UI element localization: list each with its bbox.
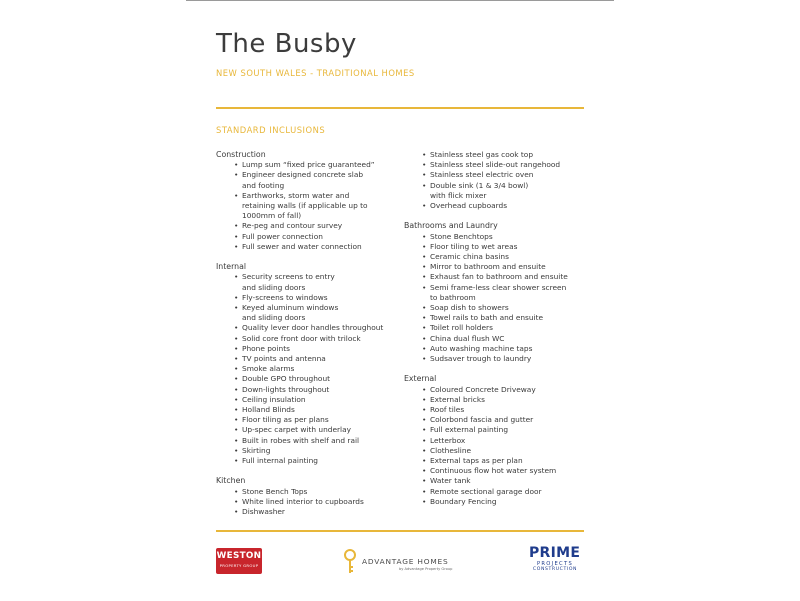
- prime-logo-sub1: PROJECTS: [536, 561, 574, 567]
- group-title: Kitchen: [216, 476, 246, 486]
- inclusion-item: • External bricks: [422, 395, 584, 405]
- inclusion-item: • Dishwasher: [234, 507, 396, 517]
- inclusion-item: • Remote sectional garage door: [422, 487, 584, 497]
- group-title: Bathrooms and Laundry: [404, 221, 498, 231]
- inclusion-item: • Full power connection: [234, 232, 396, 242]
- inclusion-item: • Stainless steel electric oven: [422, 170, 584, 180]
- weston-logo: [216, 548, 262, 574]
- inclusion-item: and sliding doors: [242, 282, 306, 292]
- inclusion-item: • Quality lever door handles throughout: [234, 323, 396, 333]
- advantage-logo-name: ADVANTAGE HOMES: [362, 557, 449, 566]
- left-column: [216, 150, 396, 527]
- inclusion-item: • Auto washing machine taps: [422, 344, 584, 354]
- page-subtitle: NEW SOUTH WALES - TRADITIONAL HOMES: [216, 68, 415, 78]
- prime-logo-sub2: CONSTRUCTION: [532, 567, 578, 572]
- inclusion-item: • Stone Bench Tops: [234, 487, 396, 497]
- inclusion-group: [404, 374, 584, 507]
- inclusion-item: • Water tank: [422, 476, 584, 486]
- inclusion-item: • Re-peg and contour survey: [234, 221, 396, 231]
- inclusion-list: [216, 160, 396, 252]
- inclusion-item: 1000mm of fall): [242, 211, 302, 221]
- inclusion-item: • Mirror to bathroom and ensuite: [422, 262, 584, 272]
- inclusion-item: • Down-lights throughout: [234, 385, 396, 395]
- footer-logos: [186, 541, 614, 581]
- inclusion-item: retaining walls (if applicable up to: [242, 201, 368, 211]
- inclusion-item: and footing: [242, 180, 285, 190]
- inclusion-item: • Full sewer and water connection: [234, 242, 396, 252]
- inclusion-item: • Skirting: [234, 446, 396, 456]
- inclusion-group: [404, 221, 584, 364]
- right-column: [404, 150, 584, 517]
- inclusion-item: • Up-spec carpet with underlay: [234, 425, 396, 435]
- prime-projects-logo: [529, 546, 589, 580]
- inclusion-item: • Floor tiling as per plans: [234, 415, 396, 425]
- inclusion-item: to bathroom: [430, 292, 476, 302]
- inclusion-item: • Keyed aluminum windows: [234, 303, 396, 313]
- advantage-logo-sub: by Advantage Property Group: [399, 567, 453, 571]
- inclusion-item: • Floor tiling to wet areas: [422, 242, 584, 252]
- section-label: STANDARD INCLUSIONS: [216, 125, 326, 135]
- weston-logo-name: WESTON: [216, 551, 262, 561]
- inclusion-item: • China dual flush WC: [422, 334, 584, 344]
- inclusion-item: • Soap dish to showers: [422, 303, 584, 313]
- inclusion-list: [404, 150, 584, 211]
- inclusion-item: • Full external painting: [422, 425, 584, 435]
- inclusion-list: [404, 232, 584, 365]
- inclusion-item: • Sudsaver trough to laundry: [422, 354, 584, 364]
- inclusion-item: with flick mixer: [430, 190, 487, 200]
- inclusion-item: • Ceiling insulation: [234, 395, 396, 405]
- group-title: Construction: [216, 150, 266, 159]
- inclusion-item: • External taps as per plan: [422, 456, 584, 466]
- inclusion-item: • Stone Benchtops: [422, 232, 584, 242]
- inclusion-group: [404, 150, 584, 211]
- inclusion-item: • Lump sum “fixed price guaranteed”: [234, 160, 396, 170]
- inclusion-item: • Semi frame-less clear shower screen: [422, 283, 584, 293]
- inclusion-item: • Holland Blinds: [234, 405, 396, 415]
- inclusion-item: • Clothesline: [422, 446, 584, 456]
- advantage-homes-logo: [344, 549, 464, 577]
- inclusion-item: • White lined interior to cupboards: [234, 497, 396, 507]
- inclusion-item: • Phone points: [234, 344, 396, 354]
- inclusion-item: • Towel rails to bath and ensuite: [422, 313, 584, 323]
- inclusion-item: • Coloured Concrete Driveway: [422, 385, 584, 395]
- inclusions-sheet: [186, 0, 614, 601]
- prime-logo-name: PRIME: [529, 545, 581, 561]
- inclusion-item: • Overhead cupboards: [422, 201, 584, 211]
- group-title: Internal: [216, 262, 247, 272]
- inclusion-item: • TV points and antenna: [234, 354, 396, 364]
- inclusion-item: • Built in robes with shelf and rail: [234, 436, 396, 446]
- inclusion-item: • Earthworks, storm water and: [234, 191, 396, 201]
- inclusion-item: • Engineer designed concrete slab: [234, 170, 396, 180]
- inclusion-item: • Letterbox: [422, 436, 584, 446]
- inclusion-item: • Smoke alarms: [234, 364, 396, 374]
- inclusion-list: [216, 272, 396, 466]
- inclusion-list: [404, 385, 584, 507]
- inclusion-item: • Double GPO throughout: [234, 374, 396, 384]
- inclusion-item: • Ceramic china basins: [422, 252, 584, 262]
- inclusion-group: [216, 150, 396, 252]
- inclusion-item: • Toilet roll holders: [422, 323, 584, 333]
- group-title: External: [404, 374, 437, 384]
- inclusion-item: • Fly-screens to windows: [234, 293, 396, 303]
- inclusion-group: [216, 262, 396, 466]
- inclusion-item: • Full internal painting: [234, 456, 396, 466]
- inclusion-item: • Roof tiles: [422, 405, 584, 415]
- inclusion-item: • Continuous flow hot water system: [422, 466, 584, 476]
- inclusion-item: • Solid core front door with trilock: [234, 334, 396, 344]
- inclusion-item: • Stainless steel slide-out rangehood: [422, 160, 584, 170]
- bottom-divider: [216, 530, 584, 532]
- weston-logo-sub: PROPERTY GROUP: [219, 563, 259, 568]
- keyhole-icon: [344, 549, 356, 575]
- inclusion-item: • Stainless steel gas cook top: [422, 150, 584, 160]
- inclusion-group: [216, 476, 396, 517]
- inclusion-item: • Colorbond fascia and gutter: [422, 415, 584, 425]
- inclusion-item: • Boundary Fencing: [422, 497, 584, 507]
- inclusion-list: [216, 487, 396, 518]
- page-title: The Busby: [216, 29, 357, 59]
- inclusion-item: • Security screens to entry: [234, 272, 396, 282]
- inclusion-item: • Double sink (1 & 3/4 bowl): [422, 181, 584, 191]
- inclusion-item: and sliding doors: [242, 313, 306, 323]
- top-divider: [216, 107, 584, 109]
- inclusion-item: • Exhaust fan to bathroom and ensuite: [422, 272, 584, 282]
